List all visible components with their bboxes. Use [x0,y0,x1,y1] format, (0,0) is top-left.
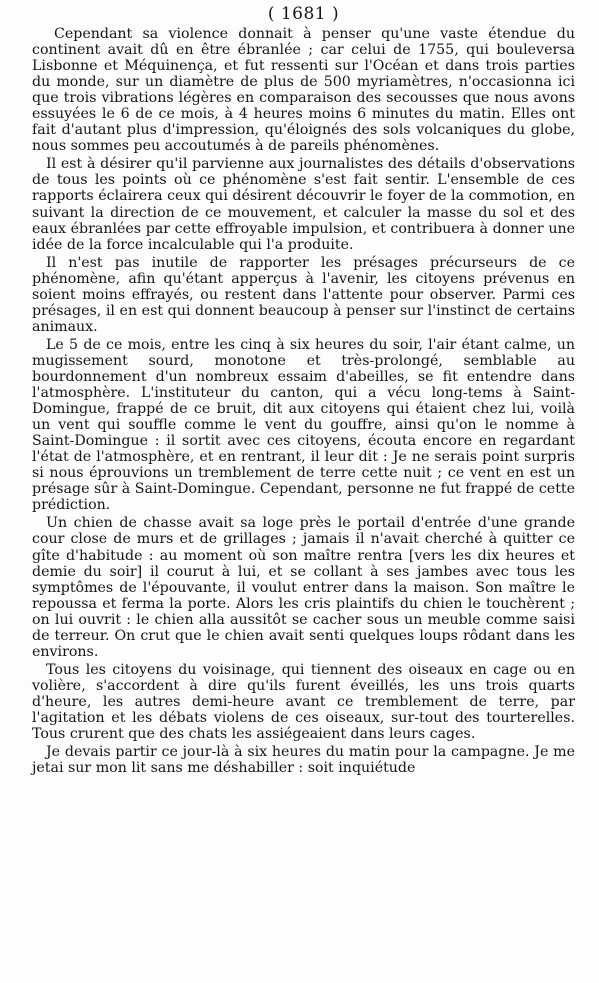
body-text [32,26,575,776]
paragraph-3: Il n'est pas inutile de rapporter les présages précurseurs de ce phénomène, afin qu'étant apperçus à l'avenir, les citoyens prévenus en soient moins effrayés, ou restent dans l'attente pour observer. Parmi ces présages, il en est qui donnent beaucoup à penser sur l'instinct de certains animaux. [32,254,575,335]
paragraph-5: Un chien de chasse avait sa loge près le portail d'entrée d'une grande cour close de murs et de grillages ; jamais il n'avait cherché à quitter ce gîte d'habitude : au moment où son maître rentra [vers les dix heures et demie du soir] il courut à lui, et se collant à ses jambes avec tous les symptômes de l'épouvante, il voulut entrer dans la maison. Son maître le repoussa et ferma la porte. Alors les cris plaintifs du chien le touchèrent ; on lui ouvrit : le chien alla aussitôt se cacher sous un meuble comme saisi de terreur. On crut que le chien avait senti quelques loups rôdant dans les environs. [32,515,575,660]
paragraph-1: Cependant sa violence donnait à penser qu'une vaste étendue du continent avait dû en être ébranlée ; car celui de 1755, qui bouleversa Lisbonne et Méquinença, et fut ressenti sur l'Océan et dans trois parties du monde, sur un diamètre de plus de 500 myriamètres, n'occasionna ici que trois vibrations légères en comparaison des secousses que nous avons essuyées le 6 de ce mois, à 4 heures moins 6 minutes du matin. Elles ont fait d'autant plus d'impression, qu'éloignés des sols volcaniques du globe, nous sommes peu accoutumés à de pareils phénomènes. [32,26,575,155]
page-number: ( 1681 ) [267,4,340,24]
paragraph-2: Il est à désirer qu'il parvienne aux journalistes des détails d'observations de tous les points où ce phénomène s'est fait sentir. L'ensemble de ces rapports éclairera ceux qui désirent découvrir le foyer de la commotion, en suivant la direction de ce mouvement, et calculer la masse du sol et des eaux ébranlées par cette effroyable impulsion, et contribuera à donner une idée de la force incalculable qui l'a produite. [32,156,575,253]
paragraph-4: Le 5 de ce mois, entre les cinq à six heures du soir, l'air étant calme, un mugissement sourd, monotone et très-prolongé, semblable au bourdonnement d'un nombreux essaim d'abeilles, se fit entendre dans l'atmosphère. L'instituteur du canton, qui a vécu long-tems à Saint-Domingue, frappé de ce bruit, dit aux citoyens qui étaient chez lui, voilà un vent qui souffle comme le vent du gouffre, ainsi qu'on le nomme à Saint-Domingue : il sortit avec ces citoyens, écouta encore en regardant l'état de l'atmosphère, et en rentrant, il leur dit : Je ne serais point surpris si nous éprouvions un tremblement de terre cette nuit ; ce vent en est un présage sûr à Saint-Domingue. Cependant, personne ne fut frappé de cette prédiction. [32,336,575,514]
paragraph-7: Je devais partir ce jour-là à six heures du matin pour la campagne. Je me jetai sur mon lit sans me déshabiller : soit inquiétude [32,744,575,777]
paragraph-6: Tous les citoyens du voisinage, qui tiennent des oiseaux en cage ou en volière, s'accordent à dire qu'ils furent éveillés, les uns trois quarts d'heure, les autres demi-heure avant ce tremblement de terre, par l'agitation et les débats violens de ces oiseaux, sur-tout des tourterelles. Tous crurent que des chats les assiégeaient dans leurs cages. [32,661,575,743]
